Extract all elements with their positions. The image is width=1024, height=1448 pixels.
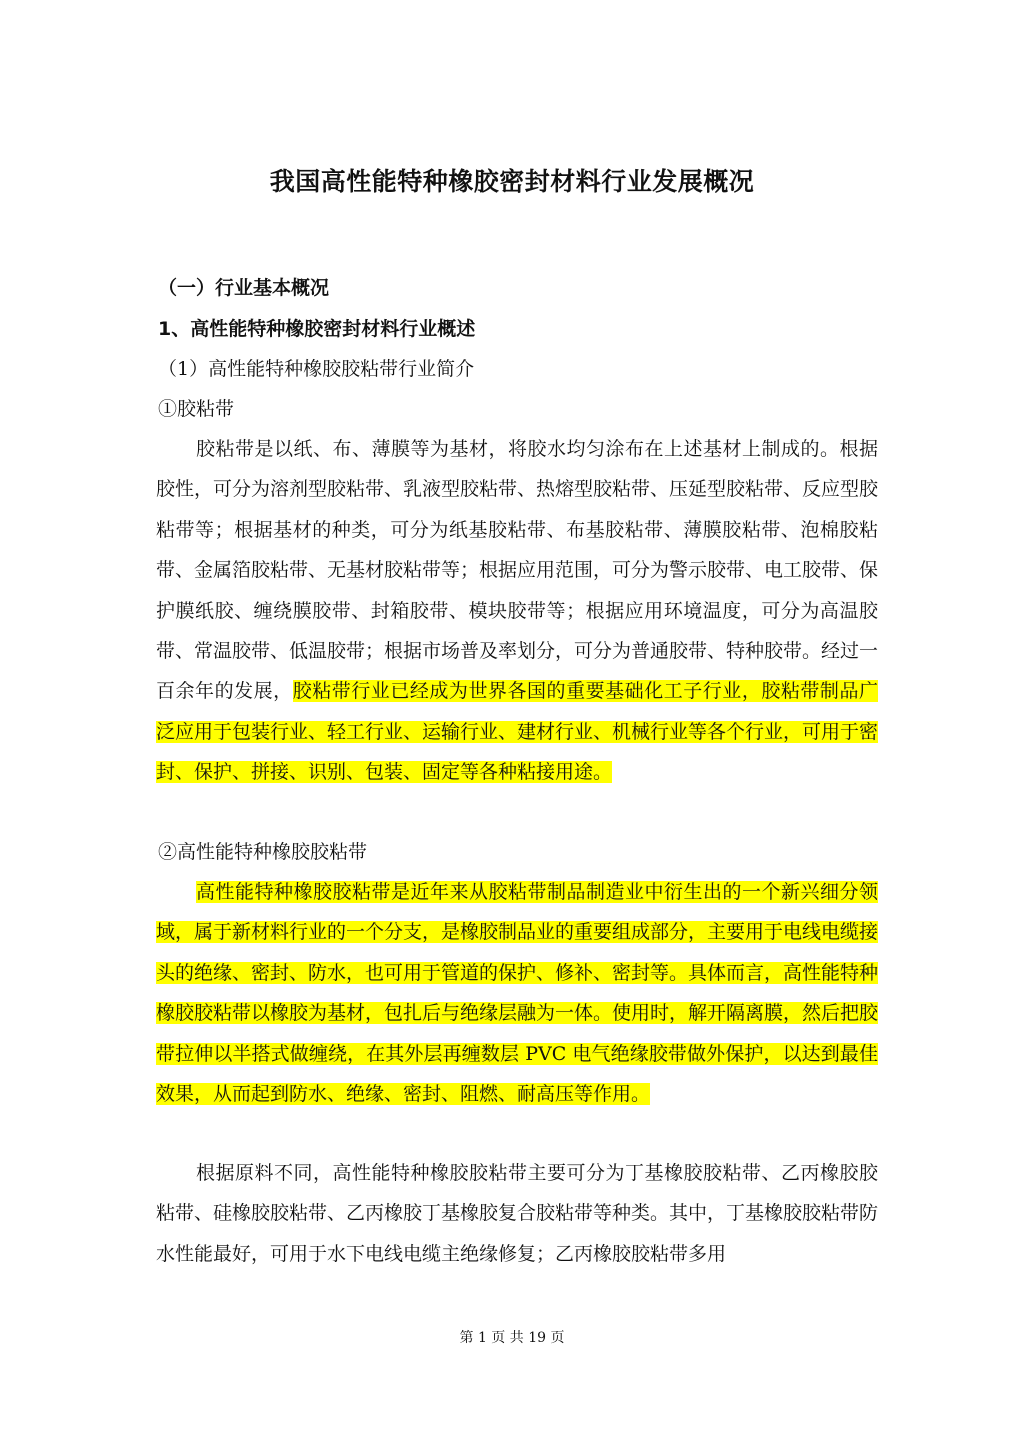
item-heading-adhesive-tape: ①胶粘带 <box>158 398 235 420</box>
highlighted-text: 胶粘带行业已经成为世界各国的重要基础化工子行业，胶粘带制品广泛应用于包装行业、轻工行业、运输行业、建材行业、机械行业等各个行业，可用于密封、保护、拼接、识别、包装、固定等各种粘接用途。 <box>156 680 879 784</box>
paragraph-adhesive-tape <box>156 429 878 793</box>
sub-subsection-heading: （1）高性能特种橡胶胶粘带行业简介 <box>158 358 475 380</box>
section-heading: （一）行业基本概况 <box>158 277 330 299</box>
document-title: 我国高性能特种橡胶密封材料行业发展概况 <box>269 167 755 196</box>
subsection-heading: 1、高性能特种橡胶密封材料行业概述 <box>158 318 476 340</box>
paragraph-rubber-tape <box>156 872 878 1114</box>
highlighted-text: 高性能特种橡胶胶粘带是近年来从胶粘带制品制造业中衍生出的一个新兴细分领域，属于新材料行业的一个分支，是橡胶制品业的重要组成部分，主要用于电线电缆接头的绝缘、密封、防水，也可用于管道的保护、修补、密封等。具体而言，高性能特种橡胶胶粘带以橡胶为基材，包扎后与绝缘层融为一体。使用时，解开隔离膜，然后把胶带拉伸以半搭式做缠绕，在其外层再缠数层 PVC 电气绝缘胶带做外保护，以达到最佳效果，从而起到防水、绝缘、密封、阻燃、耐高压等作用。 <box>156 881 879 1106</box>
paragraph-classification <box>156 1153 878 1274</box>
page-footer: 第 1 页 共 19 页 <box>459 1330 565 1346</box>
item-heading-rubber-tape: ②高性能特种橡胶胶粘带 <box>158 841 368 863</box>
paragraph-text: 胶粘带是以纸、布、薄膜等为基材，将胶水均匀涂布在上述基材上制成的。根据胶性，可分为溶剂型胶粘带、乳液型胶粘带、热熔型胶粘带、压延型胶粘带、反应型胶粘带等；根据基材的种类，可分为纸基胶粘带、布基胶粘带、薄膜胶粘带、泡棉胶粘带、金属箔胶粘带、无基材胶粘带等；根据应用范围，可分为警示胶带、电工胶带、保护膜纸胶、缠绕膜胶带、封箱胶带、模块胶带等；根据应用环境温度，可分为高温胶带、常温胶带、低温胶带；根据市场普及率划分，可分为普通胶带、特种胶带。经过一百余年的发展， <box>156 438 879 703</box>
paragraph-text: 根据原料不同，高性能特种橡胶胶粘带主要可分为丁基橡胶胶粘带、乙丙橡胶胶粘带、硅橡胶胶粘带、乙丙橡胶丁基橡胶复合胶粘带等种类。其中，丁基橡胶胶粘带防水性能最好，可用于水下电线电缆主绝缘修复；乙丙橡胶胶粘带多用 <box>156 1162 879 1265</box>
